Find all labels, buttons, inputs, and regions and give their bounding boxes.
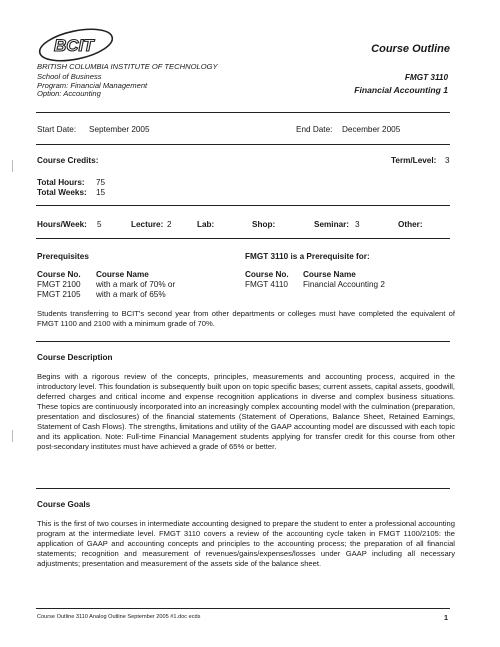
other-label: Other: bbox=[398, 220, 423, 229]
course-code: FMGT 3110 bbox=[404, 73, 448, 82]
total-hours-label: Total Hours: bbox=[37, 178, 85, 187]
prerequisite-for-heading: FMGT 3110 is a Prerequisite for: bbox=[245, 252, 370, 261]
prerequisites-heading: Prerequisites bbox=[37, 252, 89, 261]
prereq-col-course-name: Course Name bbox=[96, 270, 149, 279]
lecture-value: 2 bbox=[167, 220, 172, 229]
scan-margin-mark bbox=[12, 430, 15, 442]
divider bbox=[36, 488, 450, 489]
term-level-label: Term/Level: bbox=[391, 156, 437, 165]
option-name: Option: Accounting bbox=[37, 89, 101, 99]
program-name: Program: Financial Management bbox=[37, 80, 148, 90]
seminar-label: Seminar: bbox=[314, 220, 350, 229]
school-name: School of Business bbox=[37, 72, 102, 81]
prereq-for-course-no: FMGT 4110 bbox=[245, 280, 288, 289]
start-date-label: Start Date: bbox=[37, 125, 77, 134]
seminar-value: 3 bbox=[355, 220, 360, 229]
course-goals-text: This is the first of two courses in intermediate accounting designed to prepare the student to enter a professional accounting program at the intermediate level. FMGT 3110 covers a review of the accounting cycle taken in FMGT 1100/2105: the application of GAAP and accounting concepts and principles to the accounting process; the preparation of all financial statements; recognition and measurement of revenues/gains/expenses/losses under GAAP including all necessary adjustments; presentation and measurement of the assets side of the balance sheet. bbox=[37, 519, 455, 568]
page-number: 1 bbox=[444, 613, 448, 622]
prereq-for-course-name: Financial Accounting 2 bbox=[303, 280, 385, 289]
prereq-for-col-course-name: Course Name bbox=[303, 270, 356, 279]
divider bbox=[36, 205, 450, 206]
shop-label: Shop: bbox=[252, 220, 276, 229]
bcit-logo bbox=[36, 26, 118, 64]
term-level-value: 3 bbox=[445, 156, 450, 165]
prereq-course-name: with a mark of 70% or bbox=[96, 280, 176, 289]
lecture-label: Lecture: bbox=[131, 220, 164, 229]
prereq-course-no: FMGT 2100 bbox=[37, 280, 81, 289]
total-hours-value: 75 bbox=[96, 178, 106, 187]
total-weeks-value: 15 bbox=[96, 188, 106, 197]
prereq-col-course-no: Course No. bbox=[37, 270, 81, 279]
course-title: Financial Accounting 1 bbox=[354, 85, 448, 95]
scan-margin-mark bbox=[12, 160, 15, 172]
document-title: Course Outline bbox=[371, 43, 450, 55]
start-date-value: September 2005 bbox=[89, 125, 150, 134]
institution-name: BRITISH COLUMBIA INSTITUTE OF TECHNOLOGY bbox=[37, 62, 218, 71]
prereq-course-no: FMGT 2105 bbox=[37, 290, 81, 299]
lab-label: Lab: bbox=[197, 220, 215, 229]
course-description-heading: Course Description bbox=[37, 353, 113, 362]
footer-divider bbox=[36, 608, 450, 609]
divider bbox=[36, 238, 450, 239]
hours-week-label: Hours/Week: bbox=[37, 220, 87, 229]
hours-week-value: 5 bbox=[97, 220, 102, 229]
divider bbox=[36, 144, 450, 145]
footer-file-name: Course Outline 3110 Analog Outline September 2005 #1.doc ecds bbox=[37, 614, 201, 620]
course-goals-heading: Course Goals bbox=[37, 500, 91, 509]
course-description-text: Begins with a rigorous review of the concepts, principles, measurements and accounting process, acquired in the introductory level. This foundation is subsequently built upon on topic specific bases; current assets, capital assets, goodwill, deferred charges and critical income and expense recognition applications in diverse and complex business situations. These topics are continuously incorporated into an increasingly complex accounting model with the culmination (preparation, presentation and disclosures) of the financial statements (Statement of Operations, Balance Sheet, Retained Earnings, Statement of Cash Flows). The strengths, limitations and utility of the GAAP accounting model are discussed with each topic and its application. Note: Full-time Financial Management students applying for transfer credit for this course from other post-secondary institutes must have achieved a grade of 65% or better. bbox=[37, 372, 455, 451]
divider bbox=[36, 341, 450, 342]
divider bbox=[36, 112, 450, 113]
transfer-note: Students transferring to BCIT's second year from other departments or colleges must have completed the equivalent of FMGT 1100 and 2100 with a minimum grade of 70%. bbox=[37, 309, 455, 328]
prereq-course-name: with a mark of 65% bbox=[96, 290, 166, 299]
svg-text:BCIT: BCIT bbox=[54, 36, 94, 55]
end-date-value: December 2005 bbox=[342, 125, 401, 134]
course-credits-label: Course Credits: bbox=[37, 156, 99, 165]
end-date-label: End Date: bbox=[296, 125, 333, 134]
program-info bbox=[37, 73, 147, 99]
total-weeks-label: Total Weeks: bbox=[37, 188, 87, 197]
prereq-for-col-course-no: Course No. bbox=[245, 270, 289, 279]
